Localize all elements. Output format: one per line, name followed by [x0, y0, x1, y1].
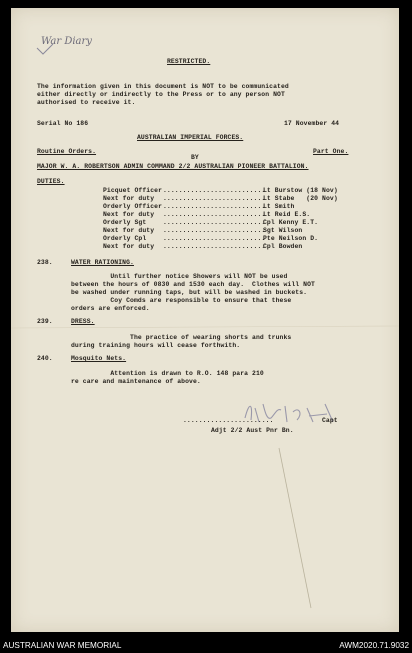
item-heading-mosquito-nets: Mosquito Nets.	[71, 355, 127, 362]
intro-line-2: either directly or indirectly to the Press or to any person NOT	[37, 91, 285, 98]
duty-leader: ..........................	[163, 219, 266, 226]
force-heading: AUSTRALIAN IMPERIAL FORCES.	[137, 134, 244, 141]
item-text-line: Attention is drawn to R.O. 148 para 210	[71, 370, 264, 377]
intro-line-3: authorised to receive it.	[37, 99, 136, 106]
duty-person: Lt Reid E.S.	[263, 211, 311, 218]
pencil-tick-mark	[35, 42, 55, 56]
duty-leader: ..........................	[163, 203, 266, 210]
archive-footer	[0, 640, 412, 653]
item-text-line: re care and maintenance of above.	[71, 378, 201, 385]
footer-institution: AUSTRALIAN WAR MEMORIAL	[3, 641, 122, 650]
item-text-line: between the hours of 0830 and 1530 each day. Clothes will NOT	[71, 281, 315, 288]
duty-person: Sgt Wilson	[263, 227, 303, 234]
duty-leader: ..........................	[163, 243, 266, 250]
duty-role: Next for duty	[103, 195, 155, 202]
item-number: 239.	[37, 318, 53, 325]
signature-rank: Capt	[322, 417, 338, 424]
duty-person: Lt Burstow (18 Nov)	[263, 187, 338, 194]
duty-leader: ..........................	[163, 195, 266, 202]
signature-line: .......................	[183, 417, 274, 424]
duties-heading: DUTIES.	[37, 178, 65, 185]
item-text-line: The practice of wearing shorts and trunks	[71, 334, 292, 341]
item-text-line: Until further notice Showers will NOT be used	[71, 273, 288, 280]
duty-leader: ..........................	[163, 235, 266, 242]
duty-role: Next for duty	[103, 243, 155, 250]
item-number: 240.	[37, 355, 53, 362]
duty-role: Picquet Officer	[103, 187, 163, 194]
item-text-line: orders are enforced.	[71, 305, 150, 312]
by-label: BY	[191, 154, 199, 161]
issuer-line: MAJOR W. A. ROBERTSON ADMIN COMMAND 2/2 AUSTRALIAN PIONEER BATTALION.	[37, 163, 309, 170]
document-page	[11, 8, 399, 632]
intro-line-1: The information given in this document is NOT to be communicated	[37, 83, 289, 90]
item-number: 238.	[37, 259, 53, 266]
order-date: 17 November 44	[284, 120, 340, 127]
duty-leader: ..........................	[163, 211, 266, 218]
item-heading-water-rationing: WATER RATIONING.	[71, 259, 134, 266]
orders-type: Routine Orders.	[37, 148, 97, 155]
footer-catalogue-number: AWM2020.71.9032	[339, 641, 409, 650]
classification-heading: RESTRICTED.	[167, 58, 211, 65]
duty-role: Orderly Cpl	[103, 235, 147, 242]
handwritten-note: War Diary	[41, 36, 92, 47]
duty-person: Cpl Bowden	[263, 243, 303, 250]
duty-role: Next for duty	[103, 227, 155, 234]
item-heading-dress: DRESS.	[71, 318, 95, 325]
serial-number: Serial No 186	[37, 120, 89, 127]
duty-role: Next for duty	[103, 211, 155, 218]
duty-person: Lt Stabe (20 Nov)	[263, 195, 338, 202]
duty-leader: ..........................	[163, 187, 266, 194]
item-text-line: during training hours will cease forthwith.	[71, 342, 241, 349]
signature-title: Adjt 2/2 Aust Pnr Bn.	[211, 427, 294, 434]
item-text-line: be washed under running taps, but will be washed in buckets.	[71, 289, 308, 296]
duty-role: Orderly Officer	[103, 203, 163, 210]
duty-person: Pte Neilson D.	[263, 235, 319, 242]
duty-person: Lt Smith	[263, 203, 295, 210]
item-text-line: Coy Comds are responsible to ensure that these	[71, 297, 292, 304]
duty-person: Cpl Kenny E.T.	[263, 219, 319, 226]
part-label: Part One.	[313, 148, 349, 155]
duty-role: Orderly Sgt	[103, 219, 147, 226]
duty-leader: ..........................	[163, 227, 266, 234]
